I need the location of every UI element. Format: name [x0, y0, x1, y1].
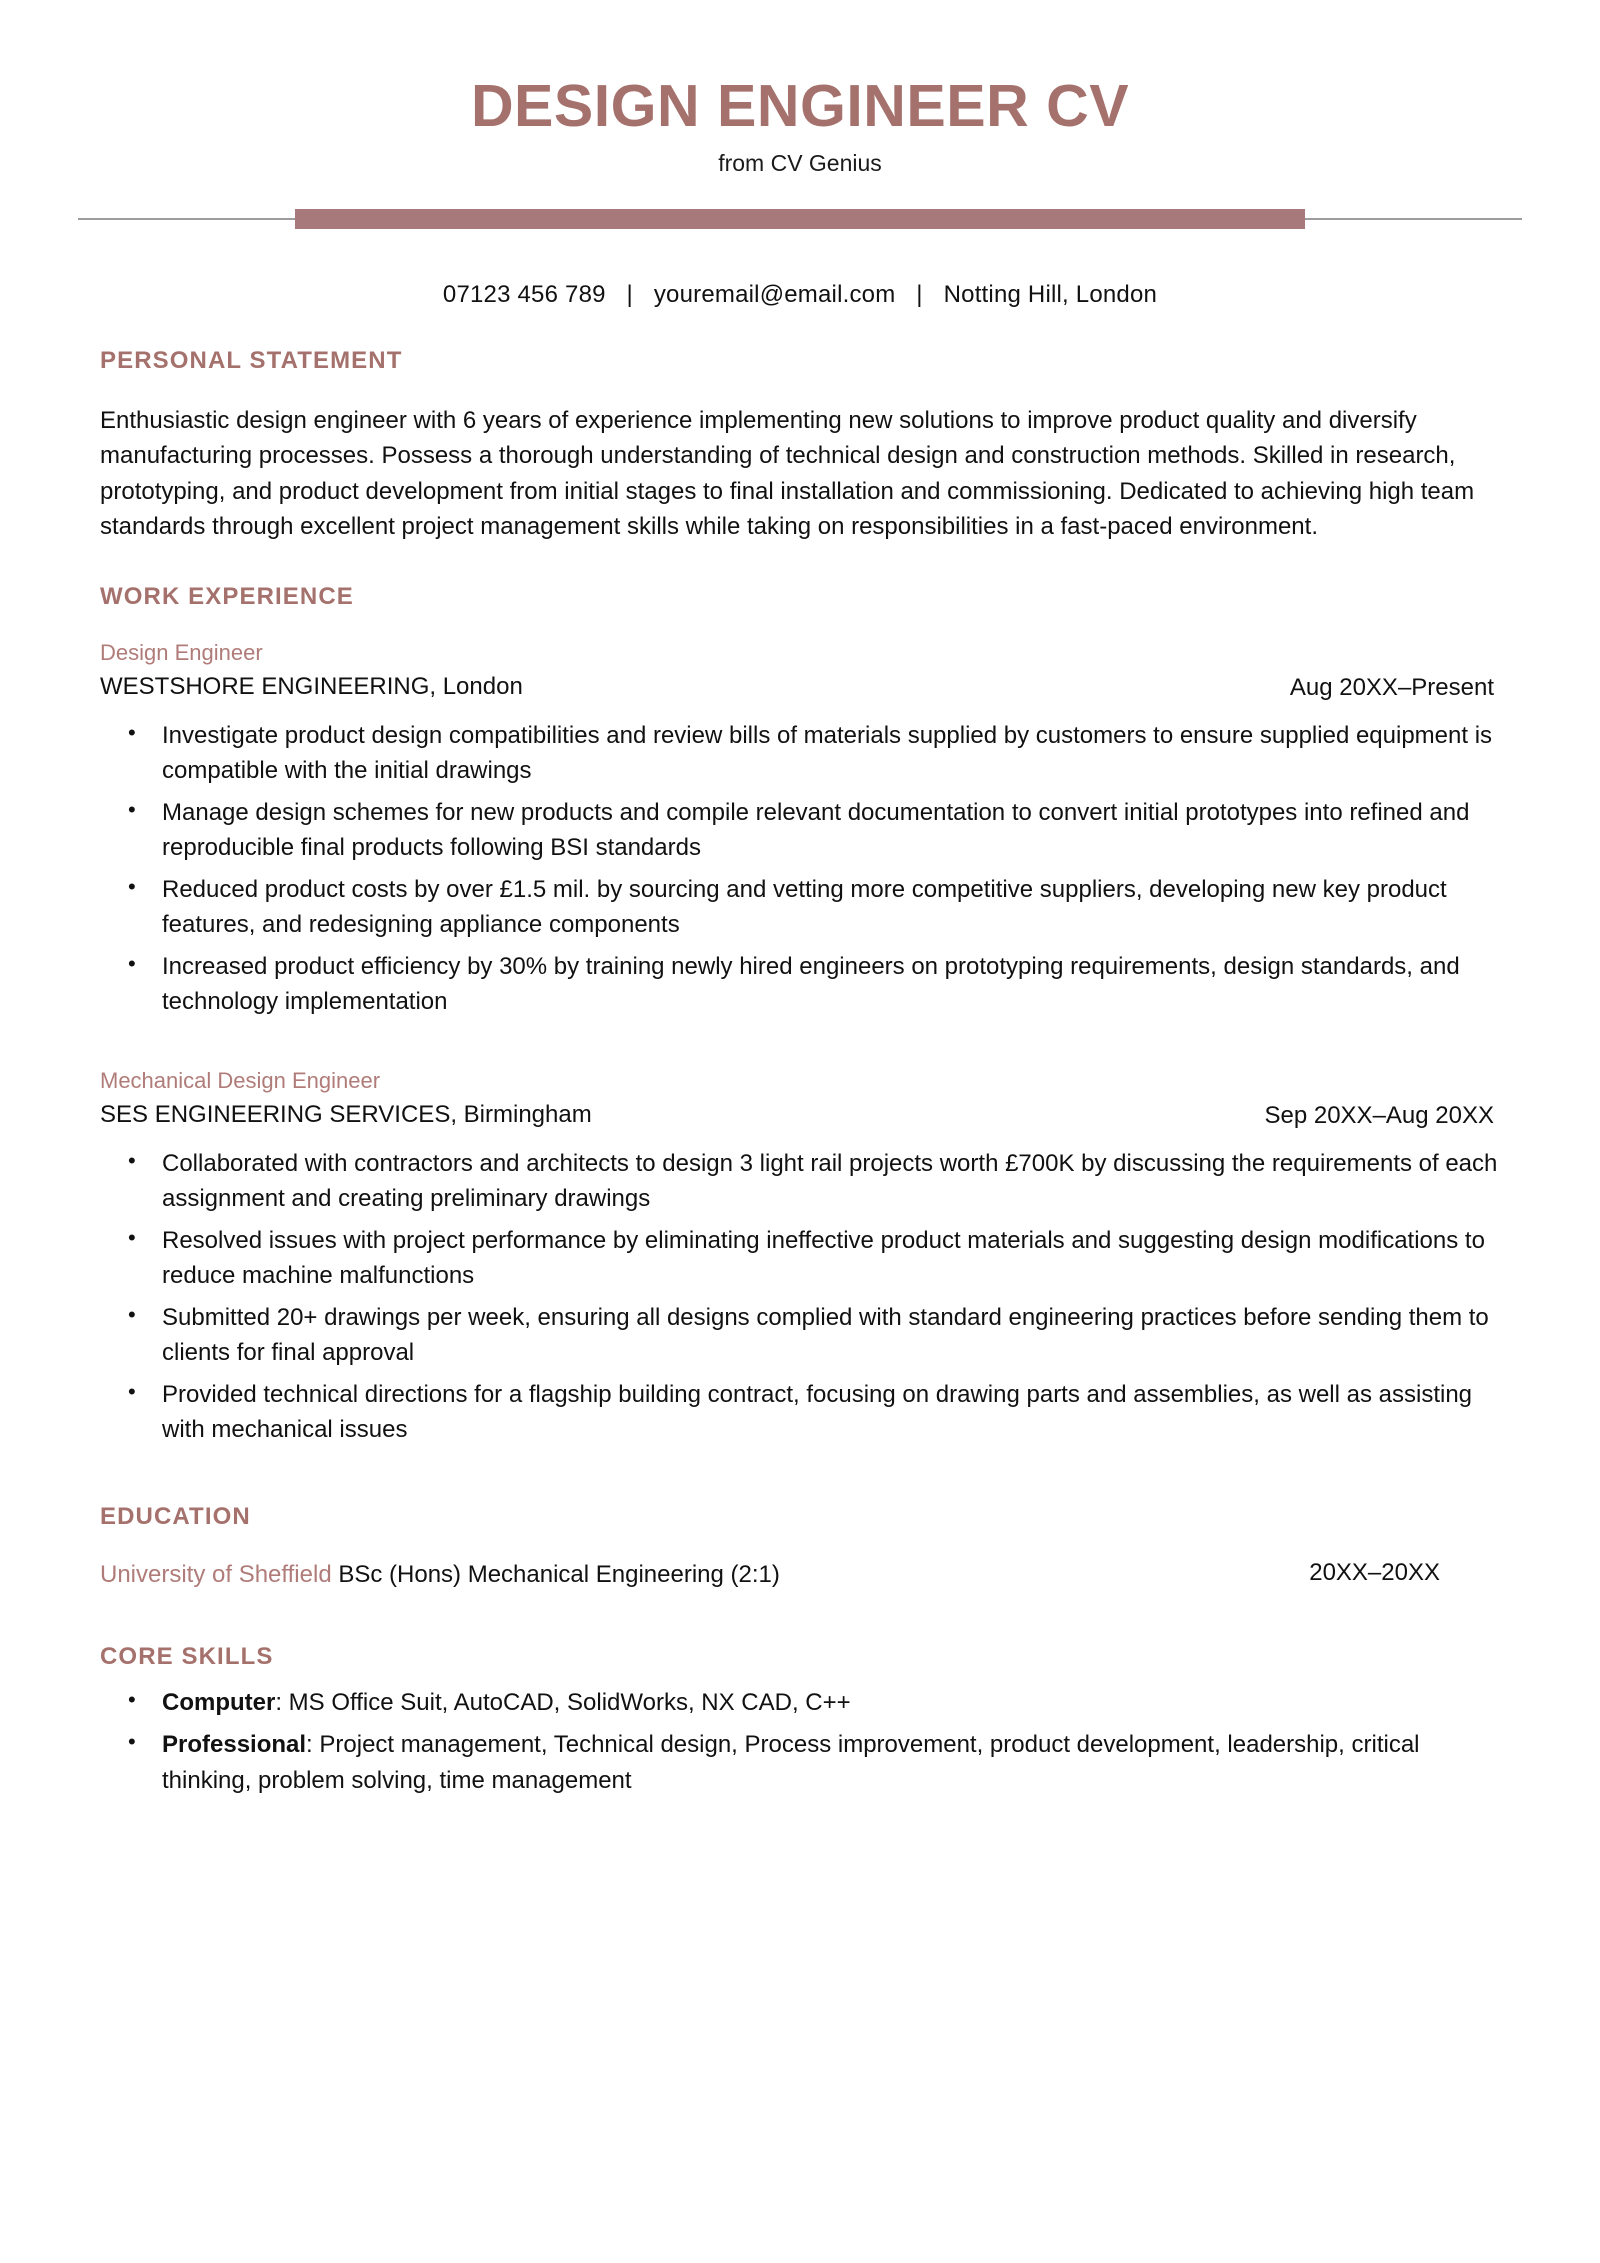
contact-email: youremail@email.com [653, 280, 896, 308]
header-divider [100, 202, 1500, 236]
job-bullet: • Increased product efficiency by 30% by training newly hired engineers on prototyping requirements, design standards, and technology implementation [100, 949, 1500, 1019]
personal-statement-body: Enthusiastic design engineer with 6 years of experience implementing new solutions to improve product quality and diversify manufacturing processes. Possess a thorough understanding of technical design and construction methods. Skilled in research, prototyping, and product development from initial stages to final installation and commissioning. Dedicated to achieving high team standards through excellent project management skills while taking on responsibilities in a fast-paced environment. [100, 406, 1475, 541]
job-bullet-list [100, 1146, 1500, 1447]
education-dates: 20XX–20XX [1309, 1559, 1440, 1587]
job-bullet: • Resolved issues with project performance by eliminating ineffective product materials and suggesting design modifications to reduce machine malfunctions [100, 1223, 1500, 1293]
core-skill-item [100, 1727, 1500, 1797]
job-bullet: • Manage design schemes for new products and compile relevant documentation to convert initial prototypes into refined and reproducible final products following BSI standards [100, 795, 1500, 865]
job-bullet: • Reduced product costs by over £1.5 mil. by sourcing and vetting more competitive suppliers, developing new key product features, and redesigning appliance components [100, 872, 1500, 942]
job-dates: Aug 20XX–Present [1289, 673, 1494, 701]
core-skill-value: : Project management, Technical design, Process improvement, product development, leadership, critical thinking, problem solving, time management [162, 1731, 1420, 1794]
contact-location: Notting Hill, London [943, 280, 1158, 308]
job-header-left [100, 639, 1290, 704]
contact-separator-1: | [626, 280, 633, 308]
work-experience-entry [100, 639, 1500, 1019]
job-bullet: • Collaborated with contractors and architects to design 3 light rail projects worth £700K by discussing the requirements of each assignment and creating preliminary drawings [100, 1146, 1500, 1216]
job-bullet: • Submitted 20+ drawings per week, ensuring all designs complied with standard engineering practices before sending them to clients for final approval [100, 1300, 1500, 1370]
contact-info [100, 281, 1500, 309]
core-skill-item [100, 1685, 1500, 1720]
cv-header [100, 0, 1500, 178]
core-skill-label: Computer [162, 1689, 276, 1717]
section-heading-work-experience: WORK EXPERIENCE [100, 582, 354, 610]
page-subtitle: from CV Genius [718, 149, 882, 176]
education-entry-left [100, 1559, 780, 1591]
section-core-skills [100, 1643, 1500, 1797]
contact-separator-2: | [916, 280, 923, 308]
job-bullet: • Provided technical directions for a flagship building contract, focusing on drawing parts and assemblies, as well as assisting with mechanical issues [100, 1377, 1500, 1447]
page-title: DESIGN ENGINEER CV [470, 73, 1130, 139]
job-bullet-list [100, 718, 1500, 1019]
job-company: WESTSHORE ENGINEERING, London [100, 673, 523, 701]
education-degree: BSc (Hons) Mechanical Engineering (2:1) [338, 1561, 780, 1589]
education-entry [100, 1559, 1500, 1591]
job-title: Mechanical Design Engineer [100, 1067, 381, 1093]
job-header [100, 639, 1500, 704]
job-title: Design Engineer [100, 639, 263, 665]
section-education [100, 1503, 1500, 1591]
education-school: University of Sheffield [100, 1561, 332, 1589]
section-work-experience [100, 583, 1500, 1447]
job-header [100, 1067, 1500, 1132]
job-bullet: • Investigate product design compatibilities and review bills of materials supplied by customers to ensure supplied equipment is compatible with the initial drawings [100, 718, 1500, 788]
core-skills-list [100, 1685, 1500, 1797]
divider-accent-bar [295, 209, 1305, 229]
core-skill-value: : MS Office Suit, AutoCAD, SolidWorks, NX CAD, C++ [275, 1689, 851, 1717]
work-experience-entry [100, 1067, 1500, 1447]
job-dates: Sep 20XX–Aug 20XX [1264, 1101, 1494, 1129]
section-heading-core-skills: CORE SKILLS [100, 1643, 274, 1671]
section-heading-education: EDUCATION [100, 1503, 251, 1531]
job-header-left [100, 1067, 1264, 1132]
section-heading-personal-statement: PERSONAL STATEMENT [100, 346, 403, 374]
core-skill-label: Professional [162, 1731, 307, 1759]
job-company: SES ENGINEERING SERVICES, Birmingham [100, 1101, 592, 1129]
contact-phone: 07123 456 789 [442, 280, 606, 308]
section-personal-statement [100, 347, 1500, 545]
